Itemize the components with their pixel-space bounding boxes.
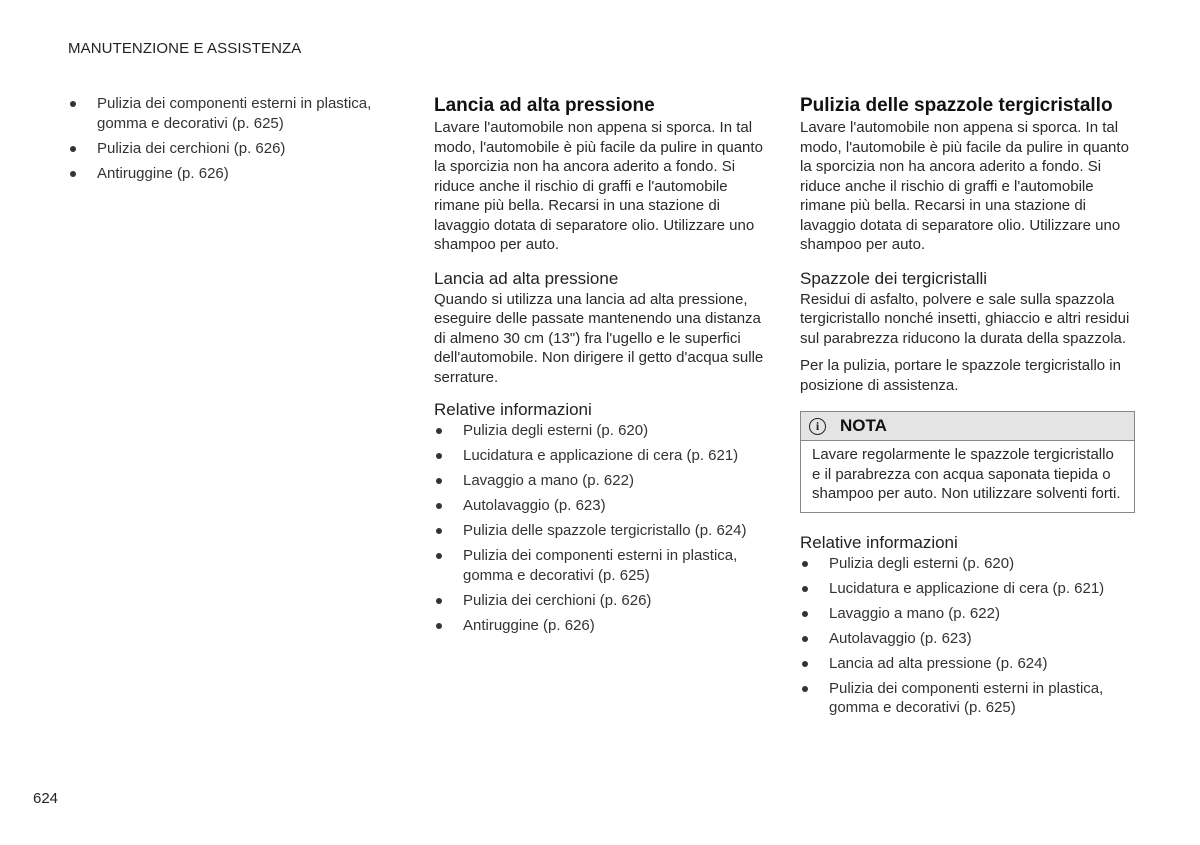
list-item[interactable]: Pulizia dei cerchioni (p. 626) xyxy=(434,591,769,611)
list-item[interactable]: Pulizia degli esterni (p. 620) xyxy=(800,554,1135,574)
intro-paragraph: Lavare l'automobile non appena si sporca. In tal modo, l'automobile è più facile da pulire in quanto la sporcizia non ha ancora aderito a fondo. Si riduce anche il rischio di graffi e l'automobile rimane più bella. Recarsi in una stazione di lavaggio dotata di separatore olio. Utilizzare uno shampoo per auto. xyxy=(434,119,763,253)
note-box xyxy=(800,411,1135,513)
section-title: Lancia ad alta pressione xyxy=(434,95,655,116)
note-text: Lavare regolarmente le spazzole tergicristallo e il parabrezza con acqua saponata tiepida o shampoo per auto. Non utilizzare solventi forti. xyxy=(812,446,1121,502)
list-item[interactable]: Lavaggio a mano (p. 622) xyxy=(434,471,769,491)
bullet-icon xyxy=(436,428,442,434)
list-item[interactable]: Lancia ad alta pressione (p. 624) xyxy=(800,654,1135,674)
left-column xyxy=(68,94,388,189)
middle-column xyxy=(434,94,769,641)
bullet-icon xyxy=(70,146,76,152)
bullet-icon xyxy=(436,478,442,484)
related-list xyxy=(434,421,769,635)
bullet-icon xyxy=(802,686,808,692)
list-item[interactable]: Autolavaggio (p. 623) xyxy=(800,629,1135,649)
list-item[interactable]: Pulizia dei componenti esterni in plastica, gomma e decorativi (p. 625) xyxy=(800,679,1135,718)
right-column xyxy=(800,94,1135,723)
list-item[interactable]: Autolavaggio (p. 623) xyxy=(434,496,769,516)
note-header xyxy=(801,412,1134,441)
list-item[interactable]: Antiruggine (p. 626) xyxy=(68,164,388,184)
related-heading: Relative informazioni xyxy=(434,400,592,419)
list-item[interactable]: Pulizia dei cerchioni (p. 626) xyxy=(68,139,388,159)
section-title: Pulizia delle spazzole tergicristallo xyxy=(800,95,1113,116)
body-paragraph: Per la pulizia, portare le spazzole tergicristallo in posizione di assistenza. xyxy=(800,357,1121,394)
related-list xyxy=(800,554,1135,718)
list-item[interactable]: Pulizia delle spazzole tergicristallo (p. 624) xyxy=(434,521,769,541)
body-paragraph: Residui di asfalto, polvere e sale sulla spazzola tergicristallo nonché insetti, ghiaccio e altri residui sul parabrezza riducono la durata della spazzola. xyxy=(800,290,1130,347)
note-title: NOTA xyxy=(840,416,887,435)
list-item[interactable]: Lucidatura e applicazione di cera (p. 621) xyxy=(800,579,1135,599)
bullet-icon xyxy=(802,611,808,617)
list-item[interactable]: Lucidatura e applicazione di cera (p. 621) xyxy=(434,446,769,466)
subheading: Lancia ad alta pressione xyxy=(434,268,619,288)
bullet-icon xyxy=(70,101,76,107)
bullet-icon xyxy=(436,453,442,459)
subheading: Spazzole dei tergicristalli xyxy=(800,268,988,288)
bullet-icon xyxy=(802,661,808,667)
continued-related-list xyxy=(68,94,388,183)
related-heading: Relative informazioni xyxy=(800,532,958,552)
bullet-icon xyxy=(436,553,442,559)
page-number: 624 xyxy=(33,790,59,807)
bullet-icon xyxy=(436,598,442,604)
list-item[interactable]: Pulizia dei componenti esterni in plastica, gomma e decorativi (p. 625) xyxy=(434,546,769,585)
bullet-icon xyxy=(802,636,808,642)
list-item[interactable]: Lavaggio a mano (p. 622) xyxy=(800,604,1135,624)
bullet-icon xyxy=(802,561,808,567)
bullet-icon xyxy=(70,171,76,177)
bullet-icon xyxy=(436,623,442,629)
page-header: MANUTENZIONE E ASSISTENZA xyxy=(68,40,302,57)
info-icon: i xyxy=(809,418,826,435)
list-item[interactable]: Antiruggine (p. 626) xyxy=(434,616,769,636)
bullet-icon xyxy=(436,503,442,509)
list-item[interactable]: Pulizia degli esterni (p. 620) xyxy=(434,421,769,441)
bullet-icon xyxy=(436,528,442,534)
intro-paragraph: Lavare l'automobile non appena si sporca. In tal modo, l'automobile è più facile da pulire in quanto la sporcizia non ha ancora aderito a fondo. Si riduce anche il rischio di graffi e l'automobile rimane più bella. Recarsi in una stazione di lavaggio dotata di separatore olio. Utilizzare uno shampoo per auto. xyxy=(800,119,1129,253)
body-paragraph: Quando si utilizza una lancia ad alta pressione, eseguire delle passate mantenendo una distanza di almeno 30 cm (13") fra l'ugello e le superfici dell'automobile. Non dirigere il getto d'acqua sulle serrature. xyxy=(434,290,764,386)
list-item[interactable]: Pulizia dei componenti esterni in plastica, gomma e decorativi (p. 625) xyxy=(68,94,388,133)
bullet-icon xyxy=(802,586,808,592)
